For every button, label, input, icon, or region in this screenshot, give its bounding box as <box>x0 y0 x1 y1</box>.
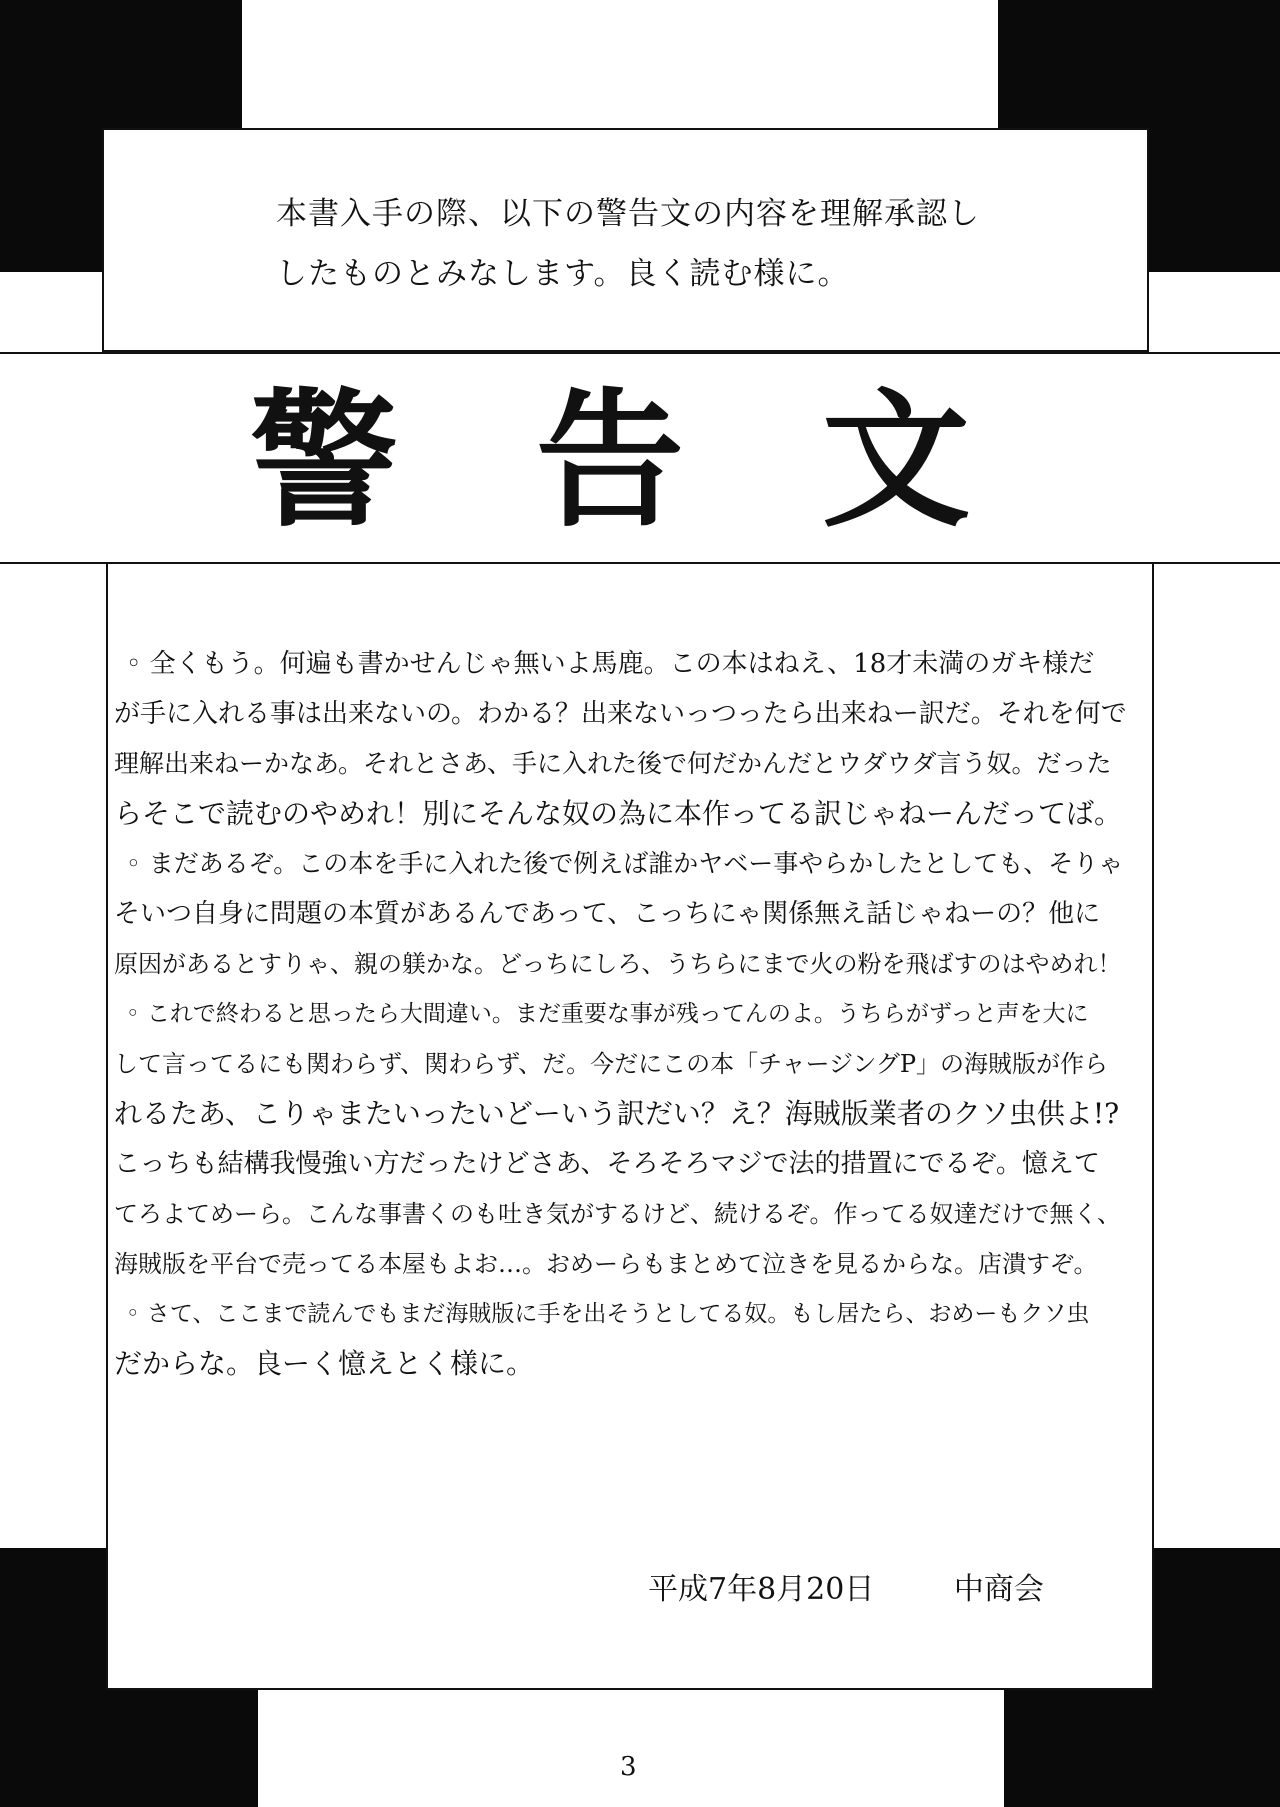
body-line: そいつ自身に問題の本質があるんであって、こっちにゃ関係無え話じゃねーの？他に <box>114 899 1101 929</box>
body-line: らそこで読むのやめれ！別にそんな奴の為に本作ってる訳じゃねーんだってば。 <box>114 797 1123 830</box>
intro-line-2: したものとみなします。良く読む様に。 <box>276 256 850 292</box>
body-line: だからな。良ーく憶えとく様に。 <box>114 1347 535 1380</box>
body-line: 原因があるとすりゃ、親の躾かな。どっちにしろ、うちらにまで火の粉を飛ばすのはやめれ！ <box>114 950 1122 978</box>
body-line: れるたあ、こりゃまたいったいどーいう訳だい？え？海賊版業者のクソ虫供よ!? <box>114 1097 1120 1130</box>
intro-line-1: 本書入手の際、以下の警告文の内容を理解承認し <box>276 196 980 232</box>
intro-box <box>102 128 1149 352</box>
body-line: 理解出来ねーかなあ。それとさあ、手に入れた後で何だかんだとウダウダ言う奴。だった <box>114 749 1112 778</box>
page-number: 3 <box>620 1752 637 1782</box>
body-line: 海賊版を平台で売ってる本屋もよお…。おめーらもまとめて泣きを見るからな。店潰すぞ。 <box>114 1250 1098 1278</box>
body-line: ◦ さて、ここまで読んでもまだ海賊版に手を出そうとしてる奴。もし居たら、おめーもクソ虫 <box>126 1301 1090 1327</box>
body-line: ◦ 全くもう。何遍も書かせんじゃ無いよ馬鹿。この本はねえ、18才未満のガキ様だ <box>126 649 1095 679</box>
body-line: こっちも結構我慢強い方だったけどさあ、そろそろマジで法的措置にでるぞ。憶えて <box>114 1149 1100 1179</box>
body-line: が手に入れる事は出来ないの。わかる？出来ないっつったら出来ねー訳だ。それを何で <box>114 699 1127 729</box>
body-line: ◦ まだあるぞ。この本を手に入れた後で例えば誰かヤベー事やらかしたとしても、そりゃ <box>126 849 1124 878</box>
signature-date: 平成7年8月20日 <box>648 1572 875 1607</box>
signature-name: 中商会 <box>953 1572 1044 1607</box>
title-char-2: 告 <box>536 373 684 547</box>
title-band <box>0 352 1280 564</box>
page-title <box>250 373 970 547</box>
warning-text-box <box>106 564 1154 1690</box>
title-char-1: 警 <box>250 373 398 547</box>
signature <box>648 1564 1044 1608</box>
body-line: して言ってるにも関わらず、関わらず、だ。今だにこの本「チャージングP」の海賊版が作ら <box>114 1050 1109 1078</box>
title-char-3: 文 <box>822 373 970 547</box>
body-line: ◦ これで終わると思ったら大間違い。まだ重要な事が残ってんのよ。うちらがずっと声を大に <box>126 1001 1089 1027</box>
body-line: てろよてめーら。こんな事書くのも吐き気がするけど、続けるぞ。作ってる奴達だけで無く、 <box>114 1200 1122 1228</box>
